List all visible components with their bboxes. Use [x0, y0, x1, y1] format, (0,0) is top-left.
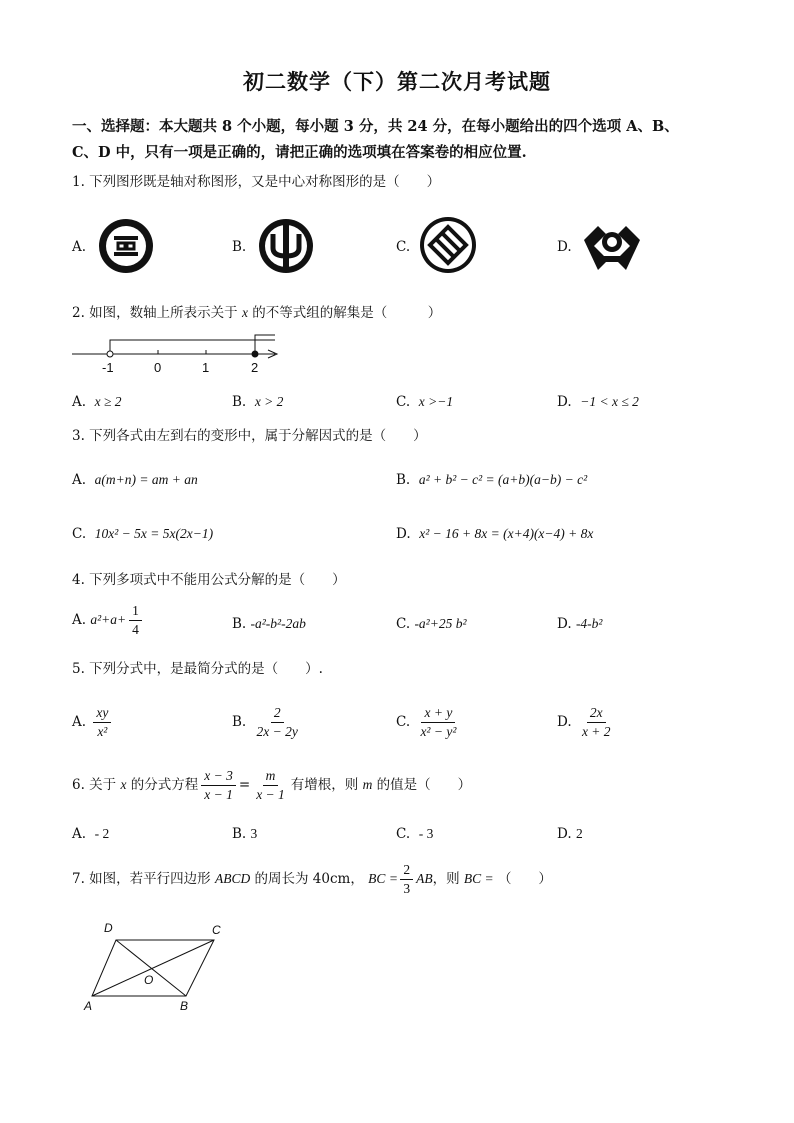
q1-option-a-label: A.	[72, 239, 87, 255]
question-1-stem: 1. 下列图形既是轴对称图形，又是中心对称图形的是（ ）	[72, 174, 441, 190]
q1-option-b-label: B.	[232, 239, 247, 255]
q1-option-c-label: C.	[396, 239, 411, 255]
number-line-figure	[70, 332, 285, 376]
q5-option-c: C. $\frac{x + y}{\text{x² − y²}}$	[396, 705, 457, 739]
q5-option-d: D. $\frac{2x}{x + 2}$	[557, 705, 611, 739]
question-2-stem: 2. 如图，数轴上所表示关于 x 的不等式组的解集是（ ）	[72, 305, 442, 321]
q1-option-d-label: D.	[557, 239, 572, 255]
q6-option-c: C. - 3	[396, 826, 434, 842]
vertex-label: A	[84, 999, 93, 1013]
vertex-label: C	[212, 923, 221, 937]
q3-option-c: C. 10x² − 5x = 5x(2x−1)	[72, 526, 214, 542]
page-title: 初二数学（下）第二次月考试题	[243, 69, 551, 94]
q3-option-b: B. a² + b² − c² = (a+b)(a−b) − c²	[396, 472, 588, 488]
section-heading-line: C、D 中，只有一项是正确的，请把正确的选项填在答案卷的相应位置.	[72, 144, 527, 161]
q4-option-d: D. -4-b²	[557, 616, 603, 632]
vertex-label: D	[104, 921, 113, 935]
network-logo-icon	[418, 214, 478, 276]
vertex-label: B	[180, 999, 189, 1013]
q3-option-d: D. x² − 16 + 8x = (x+4)(x−4) + 8x	[396, 526, 594, 542]
q6-option-d: D. 2	[557, 826, 583, 842]
question-5-stem: 5. 下列分式中，是最简分式的是（ ）.	[72, 661, 323, 677]
q6-option-b: B. 3	[232, 826, 258, 842]
tick-label: 1	[202, 360, 210, 375]
q2-option-d: D. −1 < x ≤ 2	[557, 394, 639, 410]
tick-label: -1	[102, 360, 114, 375]
tick-label: 0	[154, 360, 162, 375]
q5-option-a: A. $\frac{xy}{\text{x²}}$	[72, 704, 114, 741]
q6-option-a: A. - 2	[72, 826, 110, 842]
bank-logo-icon	[96, 216, 156, 276]
question-7-stem: 7. 如图，若平行四边形 ABCD 的周长为 40cm， BC = $\frac{2}{3}$ AB，则 BC = （ ）	[72, 862, 552, 896]
q2-option-a: A. x ≥ 2	[72, 394, 122, 410]
section-heading-line: 一、选择题：本大题共 8 个小题，每小题 3 分，共 24 分，在每小题给出的四个选项 A、B、	[72, 118, 679, 135]
question-3-stem: 3. 下列各式由左到右的变形中，属于分解因式的是（ ）	[72, 428, 427, 444]
parallelogram-figure	[78, 918, 248, 1018]
question-6-stem: 6. 关于 x 的分式方程 $\frac{x - 3}{x - 1}$ = $\frac{m}{x - 1}$ 有增根，则 m 的值是（ ）	[72, 768, 472, 802]
section-heading	[72, 114, 732, 166]
question-4-stem: 4. 下列多项式中不能用公式分解的是（ ）	[72, 572, 346, 588]
q2-option-b: B. x > 2	[232, 394, 284, 410]
q3-option-a: A. a(m+n) = am + an	[72, 472, 198, 488]
bank-logo-icon	[580, 218, 644, 272]
tick-label: 2	[251, 360, 259, 375]
bank-logo-icon	[256, 216, 316, 276]
vertex-label: O	[144, 973, 154, 987]
q4-option-b: B. -a²-b²-2ab	[232, 616, 306, 632]
q4-option-a: A. a²+a+ $\frac{1}{4}$	[72, 602, 145, 639]
q4-option-c: C. -a²+25 b²	[396, 616, 467, 632]
q5-option-b: B. $\frac{2}{2x - 2y}$	[232, 705, 298, 739]
q2-option-c: C. x >−1	[396, 394, 454, 410]
